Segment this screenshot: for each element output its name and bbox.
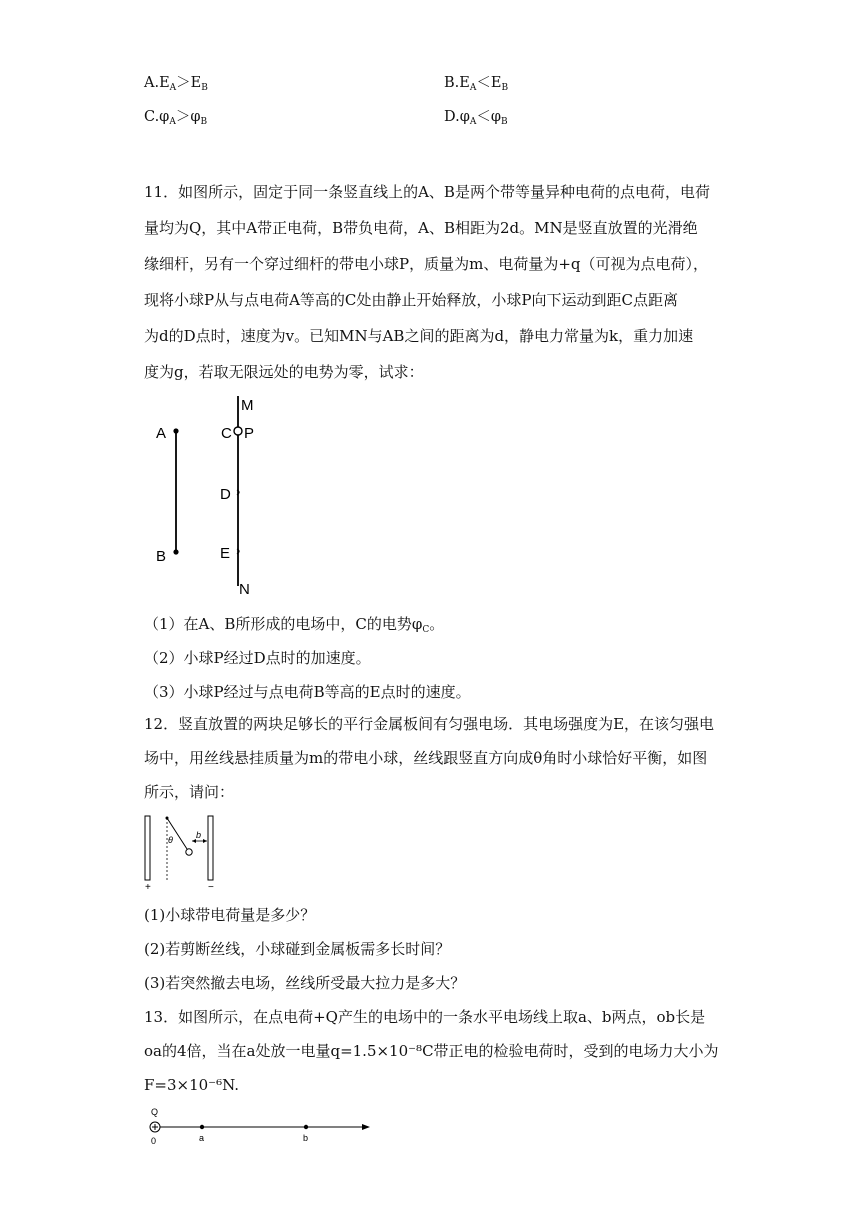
- label-d: D: [220, 486, 231, 503]
- q11-sub-2: （2）小球P经过D点时的加速度。: [144, 649, 371, 667]
- q12-line-1: 12．竖直放置的两块足够长的平行金属板间有匀强电场．其电场强度为E，在该匀强电: [144, 715, 715, 733]
- q11-sub-3: （3）小球P经过与点电荷B等高的E点时的速度。: [144, 683, 471, 701]
- q13-line-2: oa的4倍，当在a处放一电量q=1.5×10⁻⁸C带正电的检验电荷时，受到的电场力大小为: [144, 1042, 719, 1060]
- label-a-point: a: [199, 1133, 205, 1143]
- point-a: [200, 1125, 204, 1129]
- q12-line-3: 所示，请问：: [144, 783, 235, 801]
- label-c: C: [221, 425, 232, 442]
- label-theta: θ: [168, 835, 173, 845]
- right-plate: [208, 816, 213, 880]
- label-q: Q: [151, 1107, 159, 1117]
- ball-p: [234, 427, 242, 435]
- q11-line-3: 缘细杆，另有一个穿过细杆的带电小球P，质量为m、电荷量为+q（可视为点电荷），: [144, 255, 708, 273]
- option-b: $B.E_A<E_B$: [444, 75, 509, 93]
- option-a: $A.E_A>E_B$: [144, 75, 208, 93]
- label-e: E: [220, 545, 231, 562]
- option-c: $C.\varphi_A>\varphi_B$: [144, 109, 208, 127]
- label-o: 0: [151, 1136, 157, 1146]
- q13-figure: [140, 1106, 380, 1148]
- q11-line-1: 11．如图所示，固定于同一条竖直线上的A、B是两个带等量异种电荷的点电荷，电荷: [144, 183, 710, 201]
- q13-line-3: F=3×10⁻⁶N.: [144, 1076, 240, 1094]
- q11-line-5: 为d的D点时，速度为v。已知MN与AB之间的距离为d，静电力常量为k，重力加速: [144, 327, 694, 345]
- label-b-distance: b: [196, 830, 202, 840]
- label-m: M: [241, 397, 254, 414]
- charge-a-dot: [173, 428, 178, 433]
- option-d: $D.\varphi_A<\varphi_B$: [444, 109, 508, 127]
- q12-figure: [140, 810, 230, 894]
- q11-figure: [150, 392, 270, 598]
- q12-sub-2: (2)若剪断丝线，小球碰到金属板需多长时间？: [144, 940, 451, 958]
- q11-line-2: 量均为Q，其中A带正电荷，B带负电荷，A、B相距为2d。MN是竖直放置的光滑绝: [144, 219, 698, 237]
- point-b: [304, 1125, 308, 1129]
- charge-b-dot: [173, 549, 178, 554]
- q11-line-4: 现将小球P从与点电荷A等高的C处由静止开始释放，小球P向下运动到距C点距离: [144, 291, 678, 309]
- q12-sub-3: (3)若突然撤去电场，丝线所受最大拉力是多大？: [144, 974, 466, 992]
- label-a: A: [156, 425, 167, 442]
- charged-ball: [186, 849, 192, 855]
- q11-sub-1: （1）在A、B所形成的电场中，C的电势$\varphi_C$。: [144, 615, 445, 635]
- label-plus: +: [145, 882, 151, 893]
- label-b-point: b: [303, 1133, 309, 1143]
- q11-line-6: 度为g，若取无限远处的电势为零，试求：: [144, 363, 424, 381]
- q13-line-1: 13．如图所示，在点电荷+Q产生的电场中的一条水平电场线上取a、b两点，ob长是: [144, 1008, 706, 1026]
- q12-sub-1: (1)小球带电荷量是多少？: [144, 906, 316, 924]
- label-n: N: [239, 581, 250, 598]
- q12-line-2: 场中，用丝线悬挂质量为m的带电小球，丝线跟竖直方向成θ角时小球恰好平衡，如图: [144, 749, 708, 767]
- label-minus: −: [208, 882, 214, 893]
- label-b: B: [156, 548, 167, 565]
- label-p: P: [244, 425, 255, 442]
- left-plate: [145, 816, 150, 880]
